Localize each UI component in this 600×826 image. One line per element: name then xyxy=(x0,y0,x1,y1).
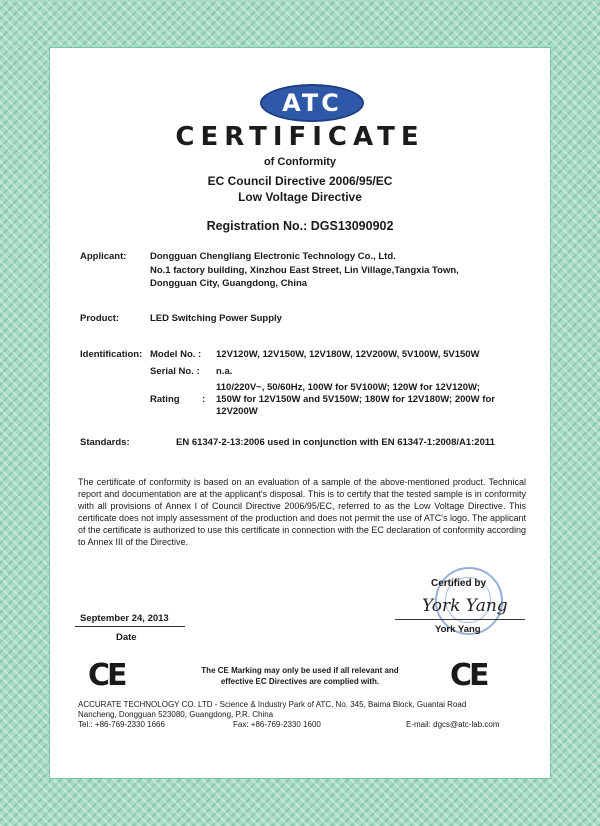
certified-by-label: Certified by xyxy=(431,578,487,589)
footer-tel: Tel.: +86-769-2330 1666 xyxy=(78,720,165,729)
footer-address-line-2: Nancheng, Dongguan 523080, Guangdong, P.R. China xyxy=(78,710,274,719)
footer-address-line-1: ACCURATE TECHNOLOGY CO. LTD - Science & Industry Park of ATC, No. 345, Baima Block, Guantai Road xyxy=(78,700,467,709)
rating-line-1: 110/220V~, 50/60Hz, 100W for 5V100W; 120W for 12V120W; xyxy=(216,382,480,393)
rating-line-3: 12V200W xyxy=(216,406,258,417)
date-label: Date xyxy=(116,632,137,643)
rating-colon: : xyxy=(202,394,206,405)
ce-mark-left: CE xyxy=(88,658,125,693)
registration-number: Registration No.: DGS13090902 xyxy=(206,219,394,233)
applicant-label: Applicant: xyxy=(80,251,127,262)
ce-note-line-2: effective EC Directives are complied with. xyxy=(220,677,380,686)
serial-value: n.a. xyxy=(216,366,233,377)
serial-label: Serial No. : xyxy=(150,366,200,377)
model-value: 12V120W, 12V150W, 12V180W, 12V200W, 5V100W, 5V150W xyxy=(216,349,480,360)
applicant-line-2: No.1 factory building, Xinzhou East Street, Lin Village,Tangxia Town, xyxy=(150,265,459,276)
atc-logo: ATC xyxy=(260,84,364,122)
certificate-title: CERTIFICATE xyxy=(175,122,425,152)
rating-label: Rating xyxy=(150,394,180,405)
applicant-line-3: Dongguan City, Guangdong, China xyxy=(150,278,308,289)
certificate-sheet xyxy=(50,48,550,778)
footer-email: E-mail: dgcs@atc-lab.com xyxy=(406,720,500,729)
directive-line-2: Low Voltage Directive xyxy=(238,190,362,204)
rating-line-2: 150W for 12V150W and 5V150W; 180W for 12V180W; 200W for xyxy=(216,394,495,405)
identification-label: Identification: xyxy=(80,349,143,360)
issue-date: September 24, 2013 xyxy=(80,613,169,624)
signer-name: York Yang xyxy=(435,624,481,635)
product-label: Product: xyxy=(80,313,120,324)
standards-label: Standards: xyxy=(80,437,130,448)
handwritten-signature: York Yang xyxy=(422,596,508,616)
subtitle: of Conformity xyxy=(263,156,337,168)
applicant-line-1: Dongguan Chengliang Electronic Technology Co., Ltd. xyxy=(150,251,396,262)
date-line xyxy=(75,626,185,627)
directive-line-1: EC Council Directive 2006/95/EC xyxy=(207,174,393,188)
model-label: Model No. : xyxy=(150,349,202,360)
ce-mark-right: CE xyxy=(450,658,487,693)
conformity-statement: The certificate of conformity is based on an evaluation of a sample of the above-mentioned product. Technical report and documentation are at the applicant's disposal. This is to certify that the tested sample is in conformity with all provisions of Annex I of Council Directive 2006/95/EC, referred to as the Low Voltage Directive. This certificate does not imply assessment of the production and does not permit the use of ATC's logo. The applicant of the certificate is authorized to use this certificate in connection with the EC declaration of conformity according to Annex III of the Directive. xyxy=(78,477,526,547)
product-value: LED Switching Power Supply xyxy=(150,313,282,324)
signature-line xyxy=(395,619,525,620)
footer-fax: Fax: +86-769-2330 1600 xyxy=(233,720,321,729)
standards-value: EN 61347-2-13:2006 used in conjunction with EN 61347-1:2008/A1:2011 xyxy=(176,437,495,448)
ce-note-line-1: The CE Marking may only be used if all relevant and xyxy=(201,666,399,675)
